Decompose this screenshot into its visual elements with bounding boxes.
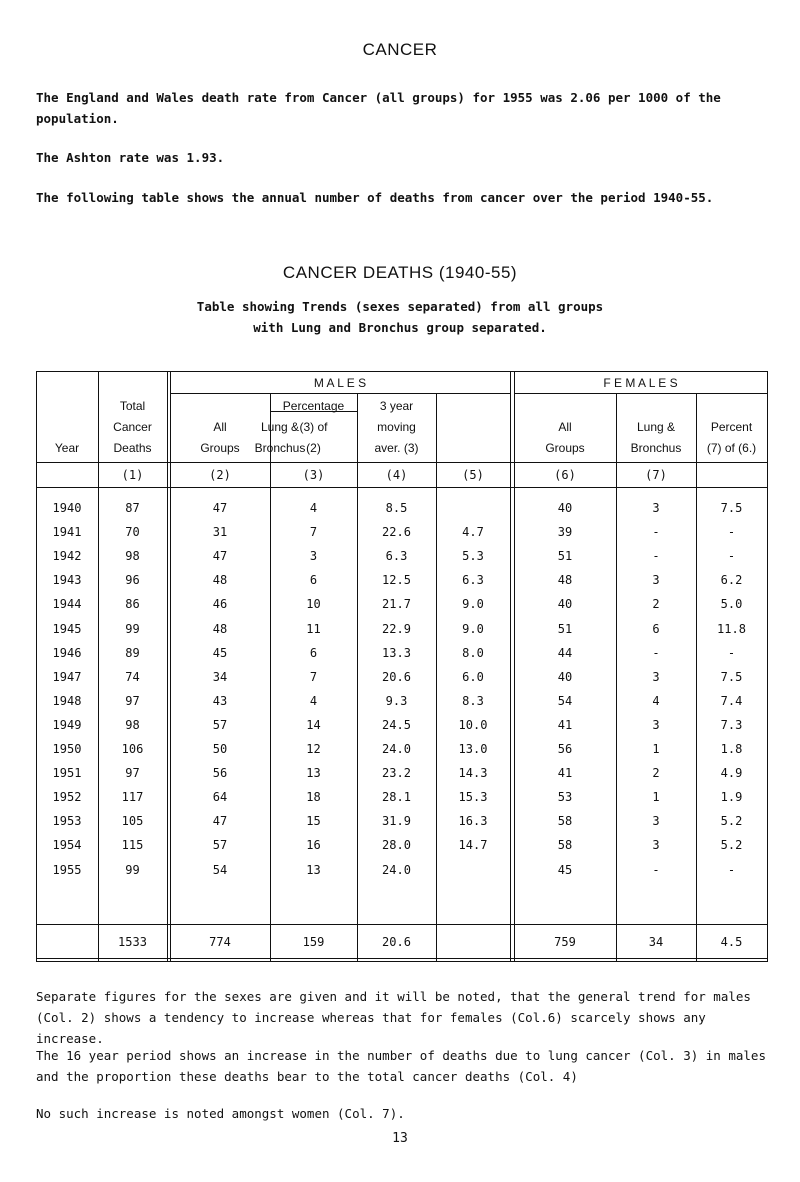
table-cell: - <box>652 645 660 660</box>
total-cell: 159 <box>302 935 325 949</box>
table-cell: 97 <box>125 766 140 781</box>
table-cell: 24.0 <box>382 862 411 877</box>
table-cell: 10 <box>306 597 321 612</box>
table-cell: 44 <box>557 645 573 660</box>
table-cell: 1.9 <box>720 790 743 805</box>
table-hline-totals <box>36 924 767 925</box>
table-subtitle-1: Table showing Trends (sexes separated) from all groups <box>196 299 604 314</box>
header-year: Year <box>54 441 80 455</box>
table-cell: 57 <box>212 717 228 732</box>
header-male-lung: Lung & <box>260 420 300 434</box>
table-cell: 5.3 <box>462 549 484 564</box>
table-cell: 7.3 <box>720 717 743 732</box>
table-subtitle-2: with Lung and Bronchus group separated. <box>253 320 547 335</box>
table-cell: 40 <box>557 669 573 684</box>
header-female-percent: (7) of (6.) <box>706 441 757 455</box>
table-cell: 1943 <box>52 573 82 588</box>
table-cell: 28.0 <box>382 838 411 853</box>
intro-paragraph-1: The England and Wales death rate from Cancer (all groups) for 1955 was 2.06 per 1000 of the population. <box>36 90 721 126</box>
table-cell: 8.3 <box>462 693 484 708</box>
table-cell: 74 <box>125 669 140 684</box>
table-cell: 54 <box>212 862 228 877</box>
table-cell: 54 <box>557 693 573 708</box>
cancer-deaths-table <box>36 371 767 961</box>
closing-paragraph-3: No such increase is noted amongst women (Col. 7). <box>36 1106 405 1121</box>
table-cell: 47 <box>212 814 228 829</box>
table-cell: 15.3 <box>458 790 488 805</box>
table-cell: 16.3 <box>458 814 488 829</box>
females-group-header: F E M A L E S <box>603 376 678 390</box>
table-cell: - <box>727 525 736 540</box>
total-cell: 34 <box>648 935 664 949</box>
table-border-bottom-double <box>36 961 767 962</box>
header-female-percent: Percent <box>710 420 753 434</box>
table-cell: 1.8 <box>720 742 743 756</box>
header-total-deaths: Cancer <box>113 420 152 434</box>
table-cell: 53 <box>557 790 573 805</box>
table-cell: 4.7 <box>462 525 484 540</box>
table-cell: 1954 <box>52 838 82 853</box>
table-cell: 12 <box>306 742 321 756</box>
table-cell: 56 <box>212 766 228 781</box>
table-cell: 3 <box>652 838 660 853</box>
table-hline-males-group <box>170 393 510 394</box>
table-cell: 12.5 <box>382 573 411 588</box>
table-cell: 56 <box>557 742 573 756</box>
table-cell: 40 <box>557 597 573 612</box>
page-title: CANCER <box>362 40 438 59</box>
table-cell: 51 <box>557 549 573 564</box>
table-vline <box>767 371 768 962</box>
table-cell: 117 <box>121 790 144 805</box>
table-cell: 1947 <box>52 669 82 684</box>
table-cell: 50 <box>212 742 228 756</box>
table-cell: 3 <box>652 573 660 588</box>
closing-paragraph-2: The 16 year period shows an increase in the number of deaths due to lung cancer (Col. 3) in males and the proportion these deaths bear to the total cancer deaths (Col. 4) <box>36 1048 766 1084</box>
table-cell: 64 <box>212 790 228 805</box>
table-cell: 70 <box>125 525 140 540</box>
table-cell: 40 <box>557 501 573 515</box>
table-cell: 1944 <box>52 597 82 612</box>
table-cell: 97 <box>125 693 140 708</box>
column-number: (7) <box>645 468 667 482</box>
table-cell: 2 <box>652 597 660 612</box>
table-cell: 1955 <box>52 862 82 877</box>
header-male-moving-average: moving <box>377 420 416 434</box>
header-total-deaths: Deaths <box>113 441 152 455</box>
table-cell: 11 <box>306 621 321 636</box>
table-cell: 34 <box>212 669 228 684</box>
table-cell: 20.6 <box>382 669 411 684</box>
table-cell: 7.5 <box>720 501 743 515</box>
column-number: (5) <box>462 468 484 482</box>
table-cell: 22.6 <box>382 525 411 540</box>
table-cell: - <box>652 862 660 877</box>
table-cell: 1 <box>652 742 660 756</box>
table-cell: 13 <box>306 862 321 877</box>
table-cell: 31.9 <box>382 814 411 829</box>
table-cell: 41 <box>557 717 573 732</box>
table-cell: 1946 <box>52 645 82 660</box>
table-cell: 7 <box>309 525 318 540</box>
table-cell: 1940 <box>52 501 82 515</box>
table-cell: 28.1 <box>382 790 411 805</box>
table-cell: 5.0 <box>720 597 743 612</box>
table-cell: 9.3 <box>385 693 408 708</box>
table-cell: 3 <box>652 717 660 732</box>
table-cell: 6.2 <box>720 573 743 588</box>
table-border-top <box>36 371 767 372</box>
header-male-moving-average: aver. (3) <box>374 441 419 455</box>
header-male-lung: Bronchus <box>254 441 306 455</box>
table-cell: 57 <box>212 838 228 853</box>
table-cell: 8.0 <box>462 645 484 660</box>
table-cell: 6.3 <box>385 549 408 564</box>
table-cell: 7 <box>309 669 318 684</box>
column-number: (4) <box>385 468 408 482</box>
table-cell: 5.2 <box>720 838 743 853</box>
table-cell: 13.0 <box>458 742 488 756</box>
table-cell: 31 <box>212 525 228 540</box>
table-cell: 1951 <box>52 766 82 781</box>
table-cell: 51 <box>557 621 573 636</box>
table-border-bottom <box>36 958 767 959</box>
table-cell: 4 <box>309 693 318 708</box>
table-cell: 10.0 <box>458 717 488 732</box>
table-cell: 4 <box>652 693 660 708</box>
table-cell: 5.2 <box>720 814 743 829</box>
table-title: CANCER DEATHS (1940-55) <box>282 263 518 282</box>
table-cell: 87 <box>125 501 140 515</box>
table-cell: 16 <box>306 838 321 853</box>
table-cell: 1945 <box>52 621 82 636</box>
table-cell: 89 <box>125 645 140 660</box>
table-cell: 4 <box>309 501 318 515</box>
table-cell: 14.7 <box>458 838 488 853</box>
header-female-lung: Lung & <box>636 420 676 434</box>
column-number: (2) <box>209 468 231 482</box>
table-cell: 21.7 <box>382 597 411 612</box>
table-cell: 1941 <box>52 525 82 540</box>
table-cell: 48 <box>212 573 228 588</box>
table-cell: 1953 <box>52 814 82 829</box>
table-cell: 3 <box>309 549 318 564</box>
table-cell: 41 <box>557 766 573 781</box>
table-cell: 7.5 <box>720 669 743 684</box>
table-cell: 106 <box>121 742 144 756</box>
table-cell: 86 <box>125 597 140 612</box>
table-cell: 105 <box>121 814 144 829</box>
table-cell: 13.3 <box>382 645 411 660</box>
table-vline <box>510 371 511 962</box>
table-hline-females-group <box>514 393 767 394</box>
table-cell: - <box>727 862 736 877</box>
column-number: (6) <box>554 468 576 482</box>
table-cell: 43 <box>212 693 228 708</box>
table-hline-colnums <box>36 487 767 488</box>
table-cell: 2 <box>652 766 660 781</box>
table-cell: 1952 <box>52 790 82 805</box>
table-cell: 3 <box>652 669 660 684</box>
table-cell: 98 <box>125 549 140 564</box>
table-cell: 13 <box>306 766 321 781</box>
header-male-all-groups: All <box>213 420 227 434</box>
table-cell: 7.4 <box>720 693 743 708</box>
table-cell: 1948 <box>52 693 82 708</box>
males-group-header: M A L E S <box>313 376 367 390</box>
table-cell: 39 <box>557 525 573 540</box>
header-male-moving-average: 3 year <box>379 399 414 413</box>
table-cell: 48 <box>557 573 573 588</box>
table-cell: 6 <box>652 621 660 636</box>
total-cell: 20.6 <box>382 935 411 949</box>
intro-paragraph-3: The following table shows the annual number of deaths from cancer over the period 1940-55. <box>36 190 714 205</box>
table-cell: 1950 <box>52 742 82 756</box>
table-vline <box>167 371 168 962</box>
header-total-deaths: Total <box>119 399 146 413</box>
table-cell: 14 <box>306 717 321 732</box>
table-cell: 3 <box>652 501 660 515</box>
header-male-all-groups: Groups <box>200 441 240 455</box>
table-cell: - <box>652 549 660 564</box>
table-cell: - <box>727 645 736 660</box>
table-cell: 1 <box>652 790 660 805</box>
table-cell: 96 <box>125 573 140 588</box>
table-cell: 99 <box>125 621 140 636</box>
total-cell: 4.5 <box>720 935 743 949</box>
table-cell: - <box>652 525 660 540</box>
table-cell: 6.3 <box>462 573 484 588</box>
table-cell: 23.2 <box>382 766 411 781</box>
table-cell: 8.5 <box>385 501 408 515</box>
table-cell: 14.3 <box>458 766 488 781</box>
table-cell: - <box>727 549 736 564</box>
table-cell: 45 <box>557 862 573 877</box>
header-male-percentage: (2) <box>306 441 321 455</box>
table-cell: 24.0 <box>382 742 411 756</box>
header-male-percentage: (3) of <box>299 420 328 434</box>
table-cell: 9.0 <box>462 597 484 612</box>
header-female-all-groups: Groups <box>545 441 585 455</box>
total-cell: 774 <box>209 935 231 949</box>
total-cell: 759 <box>554 935 576 949</box>
closing-paragraph-1: Separate figures for the sexes are given and it will be noted, that the general trend for males (Col. 2) shows a tendency to increase whereas that for females (Col.6) scarcely shows any increase. <box>36 989 751 1046</box>
table-cell: 115 <box>121 838 144 853</box>
table-cell: 15 <box>306 814 321 829</box>
table-cell: 11.8 <box>717 621 746 636</box>
table-cell: 46 <box>212 597 228 612</box>
table-cell: 6 <box>309 573 318 588</box>
header-male-percentage: Percentage <box>282 399 345 413</box>
table-cell: 45 <box>212 645 228 660</box>
table-cell: 99 <box>125 862 140 877</box>
table-cell: 58 <box>557 814 573 829</box>
table-cell: 9.0 <box>462 621 484 636</box>
table-cell: 98 <box>125 717 140 732</box>
table-cell: 58 <box>557 838 573 853</box>
column-number: (1) <box>121 468 144 482</box>
column-number: (3) <box>302 468 325 482</box>
table-cell: 22.9 <box>382 621 411 636</box>
table-hline-header <box>36 462 767 463</box>
table-cell: 24.5 <box>382 717 411 732</box>
header-female-all-groups: All <box>558 420 572 434</box>
table-cell: 18 <box>306 790 321 805</box>
table-cell: 47 <box>212 549 228 564</box>
total-cell: 1533 <box>118 935 147 949</box>
page-number: 13 <box>392 1131 408 1146</box>
table-cell: 6 <box>309 645 318 660</box>
table-cell: 47 <box>212 501 228 515</box>
table-cell: 48 <box>212 621 228 636</box>
intro-paragraph-2: The Ashton rate was 1.93. <box>36 150 225 165</box>
table-cell: 1949 <box>52 717 82 732</box>
table-cell: 4.9 <box>720 766 743 781</box>
table-cell: 3 <box>652 814 660 829</box>
table-cell: 6.0 <box>462 669 484 684</box>
header-female-lung: Bronchus <box>630 441 682 455</box>
table-cell: 1942 <box>52 549 82 564</box>
